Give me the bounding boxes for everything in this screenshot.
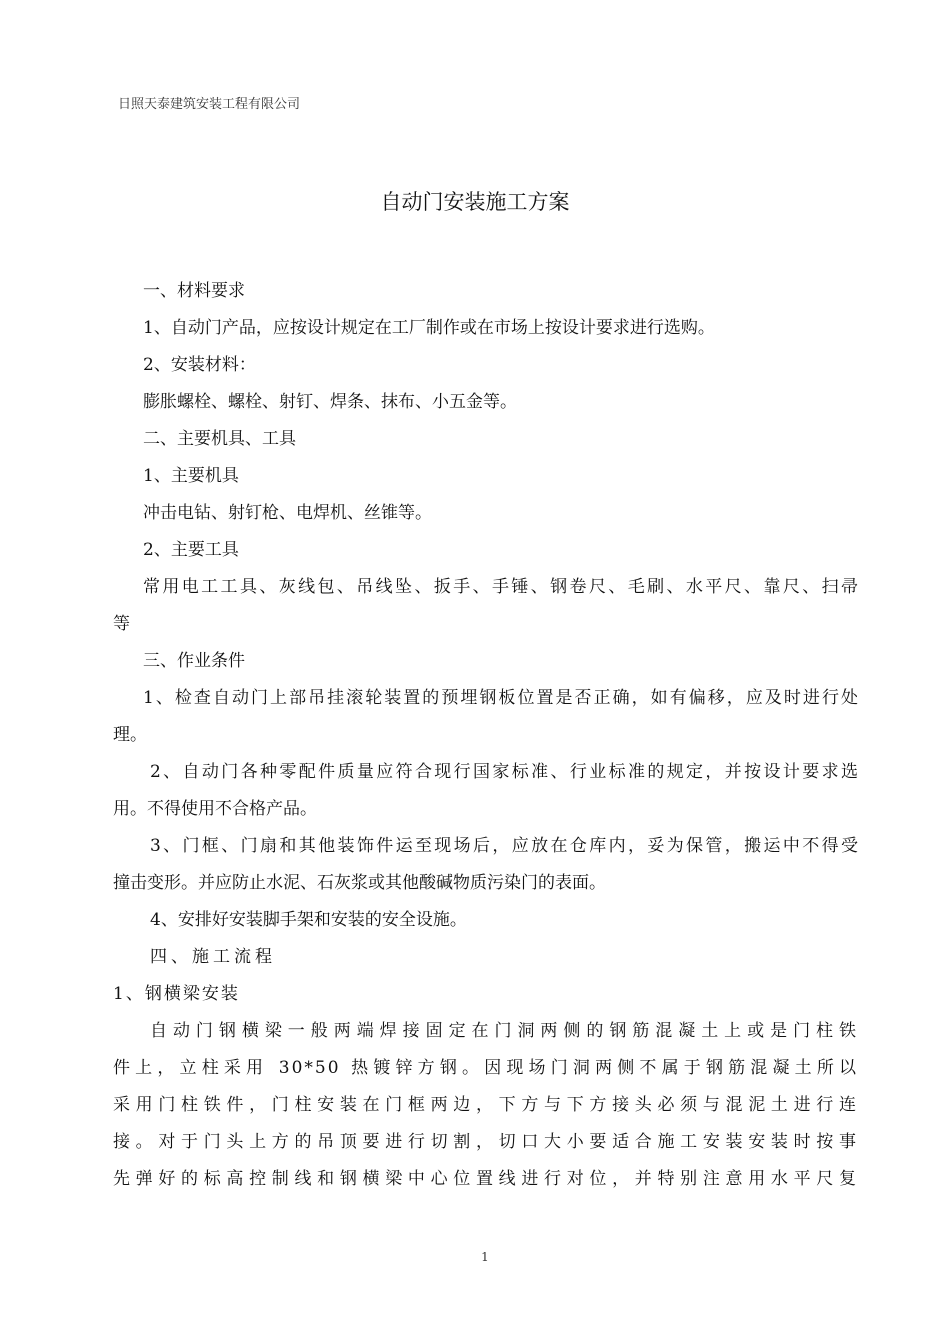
process-paragraph-line-1: 自动门钢横梁一般两端焊接固定在门洞两侧的钢筋混凝土上或是门柱铁 — [150, 1021, 858, 1041]
page-number: 1 — [481, 1250, 489, 1264]
process-paragraph-line-2: 件上，立柱采用 30*50 热镀锌方钢。因现场门洞两侧不属于钢筋混凝土所以 — [113, 1058, 858, 1078]
conditions-item-4: 4、安排好安装脚手架和安装的安全设施。 — [150, 910, 467, 930]
company-header: 日照天泰建筑安装工程有限公司 — [118, 97, 301, 112]
tools-item-2-detail-line-2: 等 — [113, 614, 130, 634]
materials-item-1: 1、自动门产品，应按设计规定在工厂制作或在市场上按设计要求进行选购。 — [143, 318, 715, 338]
conditions-item-2-line-2: 用。不得使用不合格产品。 — [113, 799, 317, 819]
section-heading-materials: 一、材料要求 — [143, 281, 245, 301]
section-heading-conditions: 三、作业条件 — [143, 651, 245, 671]
conditions-item-3-line-1: 3、门框、门扇和其他装饰件运至现场后，应放在仓库内，妥为保管，搬运中不得受 — [150, 836, 858, 856]
document-title: 自动门安装施工方案 — [380, 190, 570, 214]
conditions-item-3-line-2: 撞击变形。并应防止水泥、石灰浆或其他酸碱物质污染门的表面。 — [113, 873, 606, 893]
document-body — [113, 273, 858, 1198]
process-subheading-beam: 1、钢横梁安装 — [113, 984, 240, 1004]
section-heading-tools: 二、主要机具、工具 — [143, 429, 296, 449]
process-paragraph-line-5: 先弹好的标高控制线和钢横梁中心位置线进行对位，并特别注意用水平尺复 — [113, 1169, 858, 1189]
conditions-item-1-line-1: 1、检查自动门上部吊挂滚轮装置的预埋钢板位置是否正确，如有偏移，应及时进行处 — [143, 688, 858, 708]
tools-item-2-detail-line-1: 常用电工工具、灰线包、吊线坠、扳手、手锤、钢卷尺、毛刷、水平尺、靠尺、扫帚 — [143, 577, 858, 597]
section-heading-process: 四、施工流程 — [150, 947, 276, 967]
tools-item-1: 1、主要机具 — [143, 466, 239, 486]
process-paragraph-line-4: 接。对于门头上方的吊顶要进行切割，切口大小要适合施工安装安装时按事 — [113, 1132, 858, 1152]
conditions-item-1-line-2: 理。 — [113, 725, 147, 745]
conditions-item-2-line-1: 2、自动门各种零配件质量应符合现行国家标准、行业标准的规定，并按设计要求选 — [150, 762, 858, 782]
materials-item-2: 2、安装材料： — [143, 355, 256, 375]
materials-item-2-detail: 膨胀螺栓、螺栓、射钉、焊条、抹布、小五金等。 — [143, 392, 517, 412]
tools-item-1-detail: 冲击电钻、射钉枪、电焊机、丝锥等。 — [143, 503, 432, 523]
process-paragraph-line-3: 采用门柱铁件，门柱安装在门框两边，下方与下方接头必须与混泥土进行连 — [113, 1095, 858, 1115]
tools-item-2: 2、主要工具 — [143, 540, 239, 560]
